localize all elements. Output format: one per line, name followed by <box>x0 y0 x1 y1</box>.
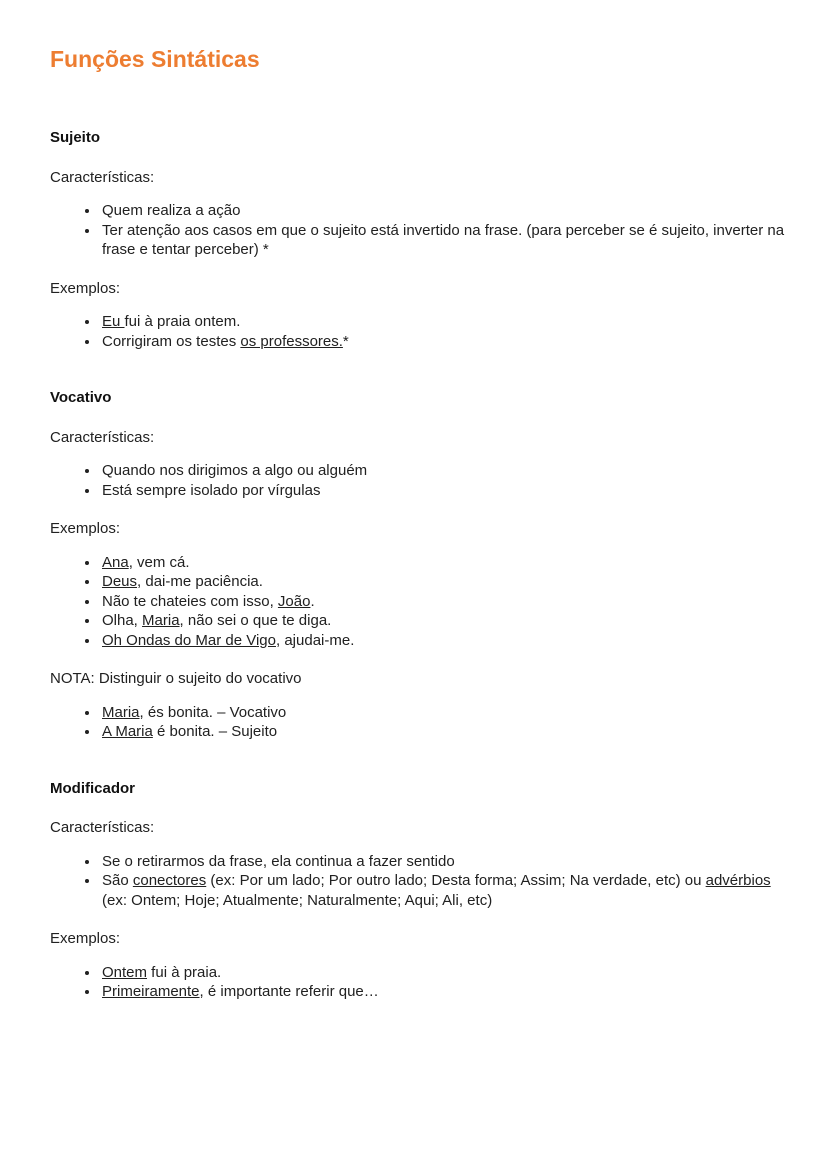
underlined-segment: Eu <box>102 313 125 330</box>
list-item <box>100 982 790 1002</box>
list-item <box>100 631 790 651</box>
characteristics-label: Características: <box>50 168 155 186</box>
underlined-segment: João <box>277 592 311 610</box>
list-item <box>100 722 790 742</box>
list-item <box>100 481 790 501</box>
text-segment: , não sei o que te diga. <box>179 612 332 629</box>
text-segment: Ter atenção aos casos em que o sujeito está invertido na frase. (para perceber se é sujeito, inverter na frase e tentar perceber) * <box>102 221 785 258</box>
characteristics-label: Características: <box>50 819 155 836</box>
underlined-segment: Maria <box>142 612 180 629</box>
underlined-segment: Primeiramente <box>102 983 200 1000</box>
note-examples-list <box>50 703 790 742</box>
list-item <box>100 461 790 481</box>
characteristics-list <box>50 201 790 260</box>
text-segment: , é importante referir que… <box>199 983 379 1000</box>
text-segment: (ex: Por um lado; Por outro lado; Desta forma; Assim; Na verdade, etc) ou <box>206 872 706 889</box>
text-segment: . <box>310 592 315 610</box>
note-text: NOTA: Distinguir o sujeito do vocativo <box>50 670 302 687</box>
examples-label: Exemplos: <box>50 520 121 537</box>
list-item <box>100 703 790 723</box>
text-segment: é bonita. – Sujeito <box>152 723 278 740</box>
section-vocativo <box>50 388 790 742</box>
text-segment: , ajudai-me. <box>276 631 355 649</box>
text-segment: Está sempre isolado por vírgulas <box>102 481 321 499</box>
underlined-segment: advérbios <box>705 872 771 889</box>
text-segment: Corrigiram os testes <box>102 332 241 350</box>
list-item <box>100 963 790 983</box>
underlined-segment: Maria <box>102 703 140 721</box>
text-segment: Quando nos dirigimos a algo ou alguém <box>102 462 368 479</box>
text-segment: (ex: Ontem; Hoje; Atualmente; Naturalmente; Aqui; Ali, etc) <box>102 891 493 909</box>
section-modificador <box>50 779 790 1002</box>
characteristics-list <box>50 852 790 911</box>
list-item <box>100 871 790 910</box>
section-heading-sujeito: Sujeito <box>50 129 101 146</box>
examples-label: Exemplos: <box>50 279 121 297</box>
underlined-segment: Ana <box>102 553 129 571</box>
underlined-segment: Deus <box>102 573 138 590</box>
text-segment: Não te chateies com isso, <box>102 592 278 610</box>
list-item <box>100 852 790 872</box>
list-item <box>100 221 790 260</box>
list-item <box>100 201 790 221</box>
section-heading-modificador: Modificador <box>50 779 135 797</box>
text-segment: Olha, <box>102 612 143 629</box>
underlined-segment: os professores. <box>240 332 343 350</box>
text-segment: * <box>342 332 349 350</box>
text-segment: fui à praia. <box>147 963 222 981</box>
characteristics-label: Características: <box>50 428 155 446</box>
underlined-segment: conectores <box>132 872 207 889</box>
text-segment: São <box>102 872 133 889</box>
underlined-segment: Oh Ondas do Mar de Vigo <box>102 631 276 649</box>
list-item <box>100 553 790 573</box>
section-sujeito <box>50 128 790 351</box>
characteristics-list <box>50 461 790 500</box>
text-segment: , vem cá. <box>128 553 190 571</box>
text-segment: , dai-me paciência. <box>137 573 263 590</box>
list-item <box>100 312 790 332</box>
examples-list <box>50 553 790 651</box>
text-segment: fui à praia ontem. <box>124 313 241 330</box>
list-item <box>100 592 790 612</box>
text-segment: , és bonita. – Vocativo <box>139 703 287 721</box>
list-item <box>100 572 790 592</box>
examples-list <box>50 963 790 1002</box>
examples-list <box>50 312 790 351</box>
section-heading-vocativo: Vocativo <box>50 389 112 406</box>
list-item <box>100 332 790 352</box>
examples-label: Exemplos: <box>50 930 121 947</box>
text-segment: Se o retirarmos da frase, ela continua a fazer sentido <box>102 852 455 870</box>
text-segment: Quem realiza a ação <box>102 202 241 219</box>
list-item <box>100 611 790 631</box>
document-title: Funções Sintáticas <box>50 46 260 72</box>
underlined-segment: Ontem <box>102 963 148 981</box>
underlined-segment: A Maria <box>102 723 153 740</box>
